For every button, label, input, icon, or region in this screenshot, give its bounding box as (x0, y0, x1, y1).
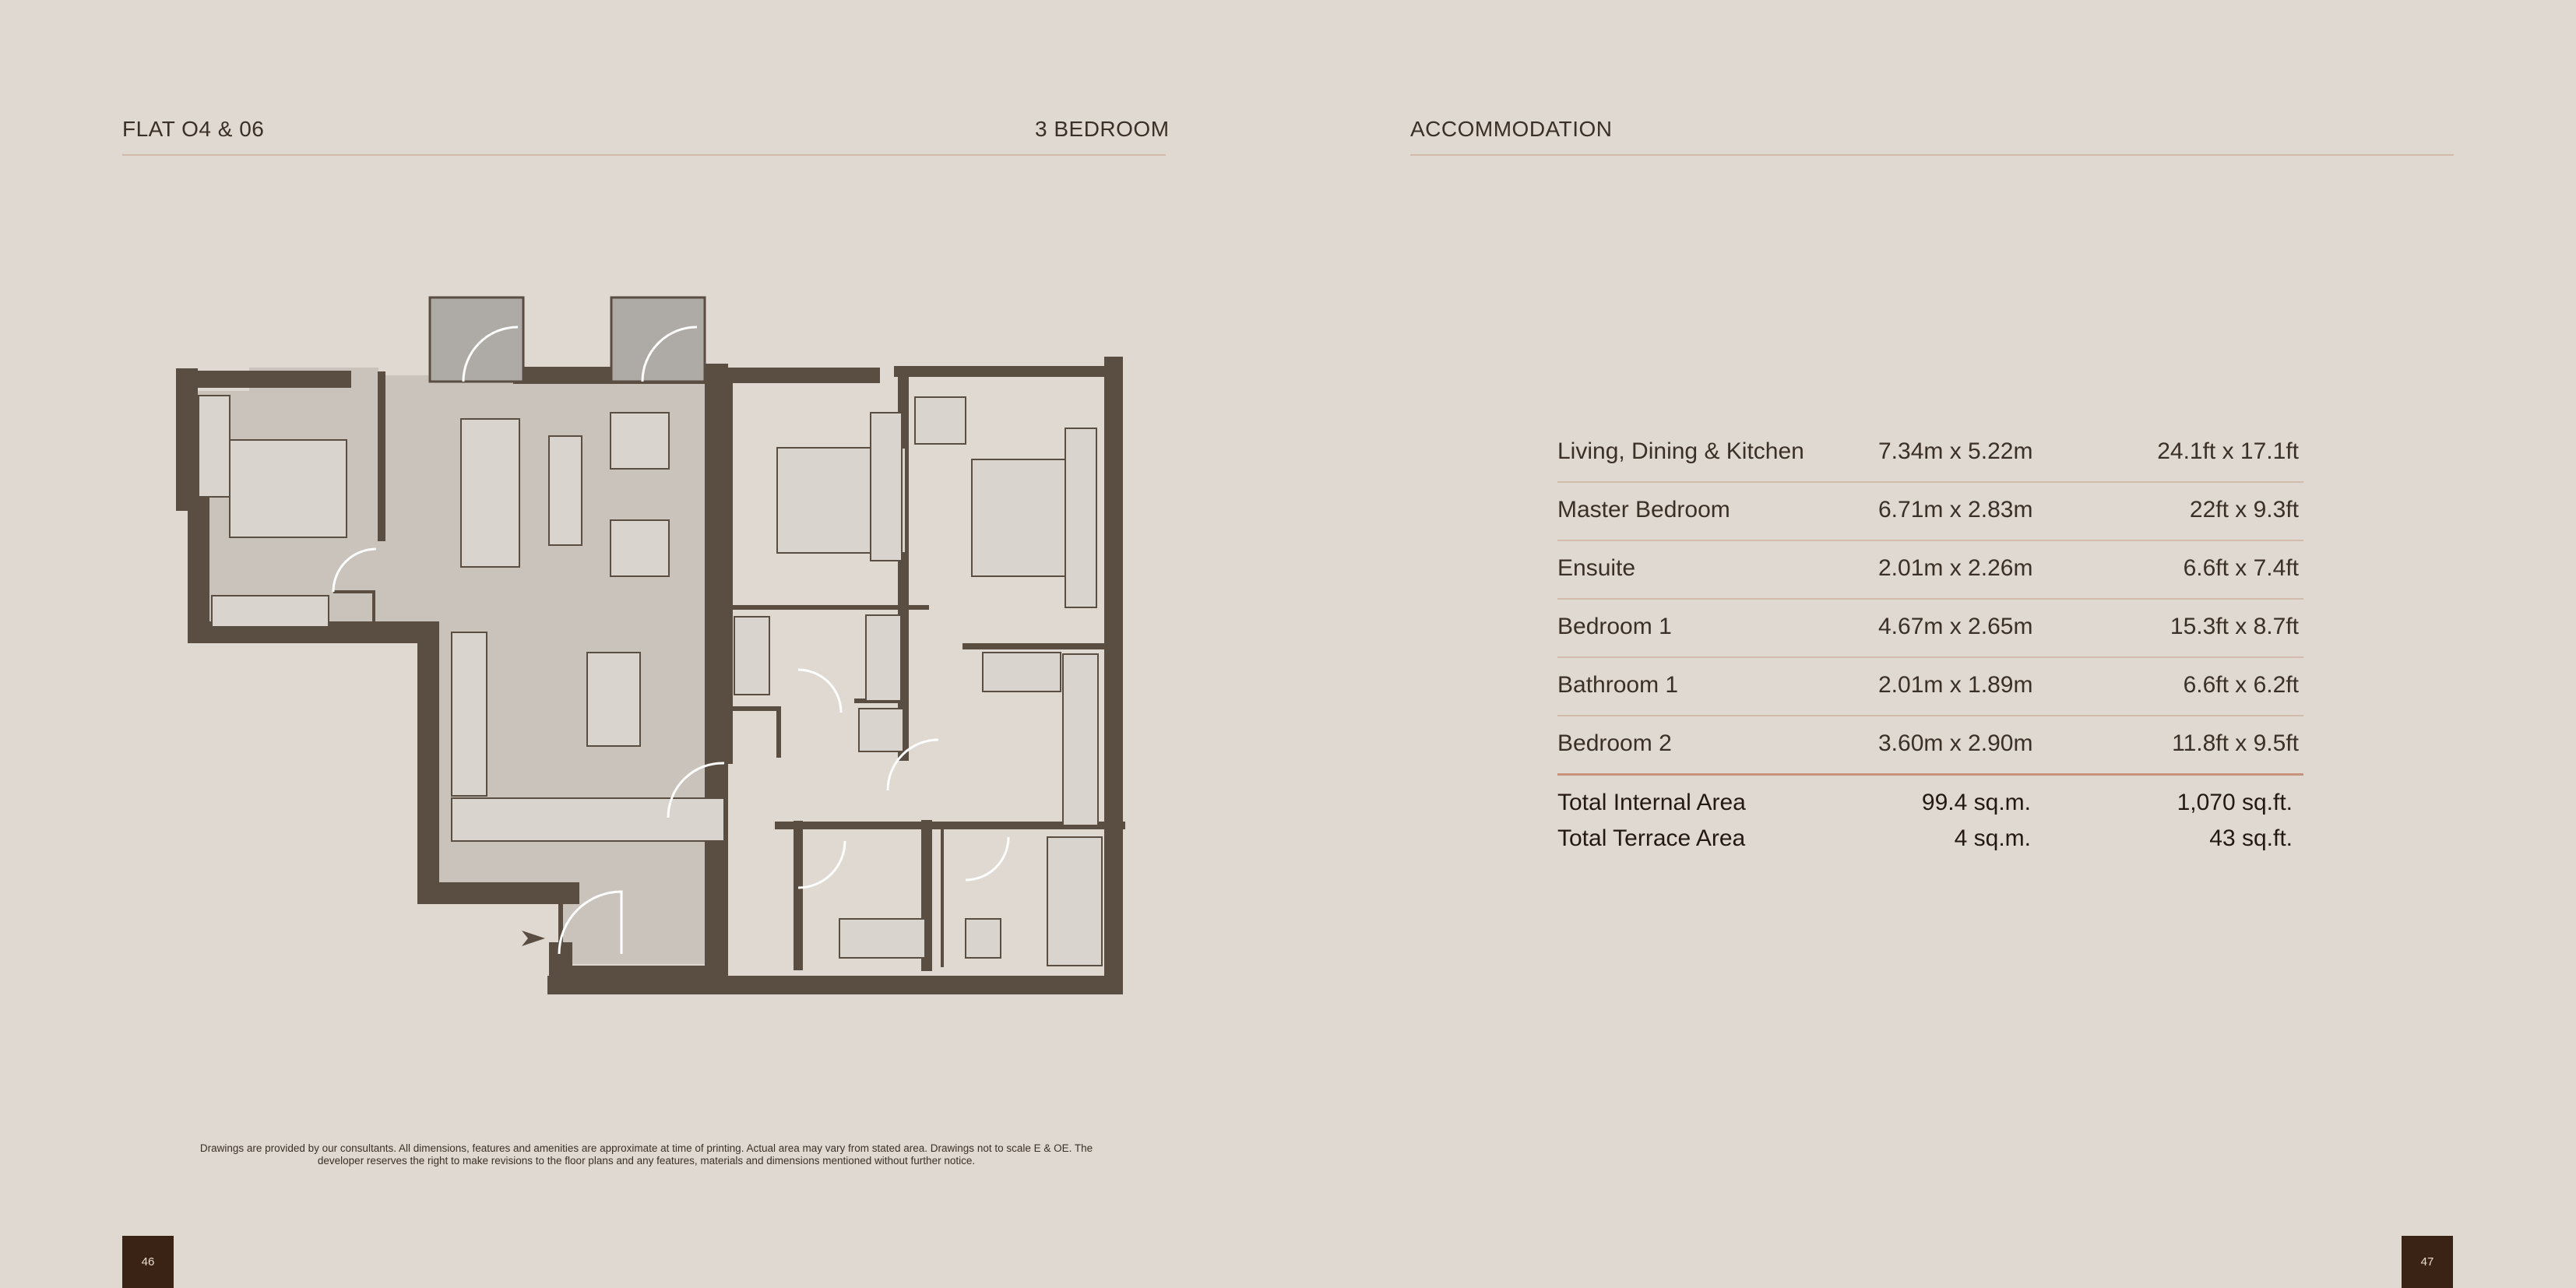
room-metric: 4.67m x 2.65m (1878, 614, 2033, 639)
room-row-bathroom-1 (1557, 658, 2303, 716)
left-header-rule (122, 154, 1166, 156)
flat-title: FLAT O4 & 06 (122, 117, 265, 141)
room-imperial: 11.8ft x 9.5ft (2172, 730, 2299, 756)
room-imperial: 22ft x 9.3ft (2189, 497, 2299, 523)
bedroom-type: 3 BEDROOM (1035, 117, 1170, 141)
accommodation-title: ACCOMMODATION (1410, 117, 1613, 141)
total-imperial: 43 sq.ft. (2209, 825, 2293, 851)
room-metric: 2.01m x 2.26m (1878, 555, 2033, 581)
entrance-arrow-icon (522, 931, 545, 946)
room-metric: 7.34m x 5.22m (1878, 438, 2033, 464)
room-row-master-bedroom (1557, 483, 2303, 541)
disclaimer-line-1: Drawings are provided by our consultants. All dimensions, features and amenities are approximate at time of printing. Actual area may vary from stated area. Drawings not to scale E & OE. The (199, 1142, 1093, 1154)
room-name: Master Bedroom (1557, 497, 1730, 523)
total-name: Total Terrace Area (1557, 825, 1746, 851)
page-number-left: 46 (122, 1236, 174, 1288)
total-imperial: 1,070 sq.ft. (2177, 790, 2293, 815)
room-name: Bedroom 1 (1557, 614, 1672, 639)
room-name: Ensuite (1557, 555, 1636, 581)
room-row-ensuite (1557, 541, 2303, 600)
total-internal-area-row (1557, 782, 2303, 818)
floor-plan (156, 280, 1168, 1005)
total-metric: 4 sq.m. (1954, 825, 2031, 851)
total-name: Total Internal Area (1557, 790, 1746, 815)
room-metric: 2.01m x 1.89m (1878, 672, 2033, 698)
disclaimer (132, 1142, 1160, 1167)
room-name: Bathroom 1 (1557, 672, 1679, 698)
room-row-bedroom-2 (1557, 716, 2303, 776)
room-row-bedroom-1 (1557, 600, 2303, 658)
total-terrace-area-row (1557, 818, 2303, 853)
total-metric: 99.4 sq.m. (1921, 790, 2031, 815)
room-imperial: 6.6ft x 6.2ft (2183, 672, 2299, 698)
room-imperial: 24.1ft x 17.1ft (2157, 438, 2299, 464)
page-number-right: 47 (2402, 1236, 2453, 1288)
disclaimer-line-2: developer reserves the right to make revisions to the floor plans and any features, materials and dimensions mentioned without further notice. (317, 1155, 976, 1167)
room-imperial: 6.6ft x 7.4ft (2183, 555, 2299, 581)
right-header-rule (1410, 154, 2454, 156)
accommodation-table (1557, 424, 2303, 853)
room-imperial: 15.3ft x 8.7ft (2170, 614, 2299, 639)
room-metric: 6.71m x 2.83m (1878, 497, 2033, 523)
room-metric: 3.60m x 2.90m (1878, 730, 2033, 756)
room-name: Living, Dining & Kitchen (1557, 438, 1804, 464)
room-row-living (1557, 424, 2303, 483)
room-name: Bedroom 2 (1557, 730, 1672, 756)
